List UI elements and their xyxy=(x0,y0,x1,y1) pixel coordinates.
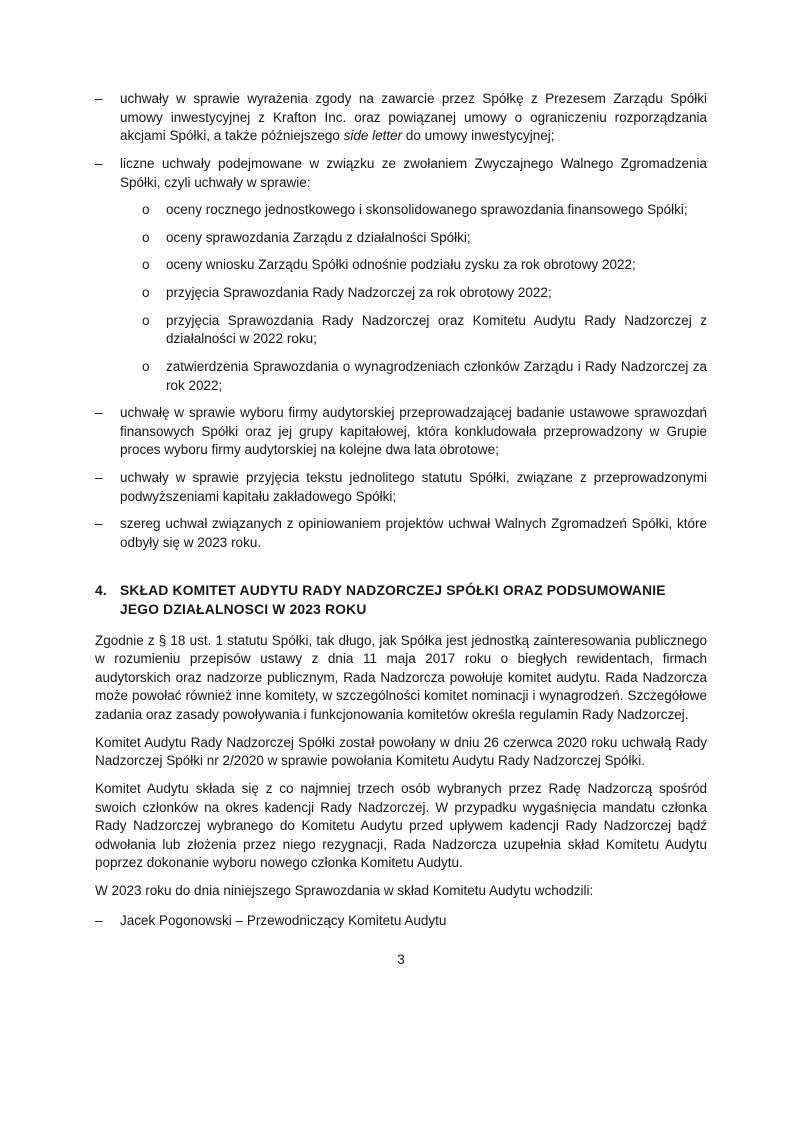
bullet-text-italic: side letter xyxy=(343,128,403,144)
bullet-item xyxy=(95,469,707,506)
bullet-item xyxy=(95,155,707,192)
page-footer xyxy=(95,951,707,970)
sub-bullet-text: przyjęcia Sprawozdania Rady Nadzorczej za rok obrotowy 2022; xyxy=(166,285,552,300)
paragraph: Komitet Audytu Rady Nadzorczej Spółki został powołany w dniu 26 czerwca 2020 roku uchwałą Rady Nadzorczej Spółki nr 2/2020 w sprawie powołania Komitetu Audytu Rady Nadzorczej Spółki. xyxy=(95,734,707,769)
paragraph: W 2023 roku do dnia niniejszego Sprawozdania w skład Komitetu Audytu wchodzili: xyxy=(95,883,594,899)
circle-marker: o xyxy=(142,358,150,374)
sub-bullet-item xyxy=(142,256,707,275)
bullet-text xyxy=(120,90,707,146)
sub-bullet-text: oceny rocznego jednostkowego i skonsolidowanego sprawozdania finansowego Spółki; xyxy=(166,202,688,218)
sub-bullet-item xyxy=(142,358,707,395)
section-heading-number: 4. xyxy=(95,582,107,598)
circle-marker: o xyxy=(142,312,150,328)
sub-bullet-text: oceny wniosku Zarządu Spółki odnośnie podziału zysku za rok obrotowy 2022; xyxy=(166,257,636,273)
circle-marker: o xyxy=(142,285,150,300)
page-number: 3 xyxy=(397,952,405,968)
dash-marker: – xyxy=(95,155,103,171)
bullet-item xyxy=(95,90,707,146)
bullet-text-post: do umowy inwestycyjnej; xyxy=(402,128,555,144)
sub-bullet-item xyxy=(142,312,707,349)
circle-marker: o xyxy=(142,202,150,218)
bullet-text: Jacek Pogonowski – Przewodniczący Komitetu Audytu xyxy=(120,912,447,928)
section-heading xyxy=(95,581,707,619)
sub-bullet-text: zatwierdzenia Sprawozdania o wynagrodzeniach członków Zarządu i Rady Nadzorczej za rok 2022; xyxy=(166,358,707,393)
sub-bullet-text: oceny sprawozdania Zarządu z działalności Spółki; xyxy=(166,229,471,245)
paragraph: Komitet Audytu składa się z co najmniej trzech osób wybranych przez Radę Nadzorczą spośród swoich członków na okres kadencji Rady Nadzorczej. W przypadku wygaśnięcia mandatu członka Rady Nadzorczej wybranego do Komitetu Audytu przed upływem kadencji Rady Nadzorczej bądź odwołania lub złożenia przez niego rezygnacji, Rada Nadzorcza uzupełnia skład Komitetu Audytu poprzez dokonanie wyboru nowego członka Komitetu Audytu. xyxy=(95,780,707,871)
sub-bullet-item xyxy=(142,229,707,248)
bullet-text: uchwały w sprawie przyjęcia tekstu jednolitego statutu Spółki, związane z przeprowadzonymi podwyższeniami kapitału zakładowego Spółki; xyxy=(120,470,707,504)
bullet-text: liczne uchwały podejmowane w związku ze zwołaniem Zwyczajnego Walnego Zgromadzenia Spółki, czyli uchwały w sprawie: xyxy=(120,155,707,190)
paragraph: Zgodnie z § 18 ust. 1 statutu Spółki, tak długo, jak Spółka jest jednostką zainteresowania publicznego w rozumieniu przepisów ustawy z dnia 11 maja 2017 roku o biegłych rewidentach, firmach audytorskich oraz nadzorze publicznym, Rada Nadzorcza powołuje komitet audytu. Rada Nadzorcza może powołać również inne komitety, w szczególności komitet nominacji i wynagrodzeń. Szczegółowe zadania oraz zasady powoływania i funkcjonowania komitetów określa regulamin Rady Nadzorczej. xyxy=(95,632,707,723)
dash-marker: – xyxy=(95,516,103,532)
bullet-text: szereg uchwał związanych z opiniowaniem projektów uchwał Walnych Zgromadzeń Spółki, które odbyły się w 2023 roku. xyxy=(120,516,707,550)
section-heading-text: SKŁAD KOMITET AUDYTU RADY NADZORCZEJ SPÓŁKI ORAZ PODSUMOWANIE JEGO DZIAŁALNOSCI W 2023 ROKU xyxy=(120,582,666,617)
sub-bullet-item xyxy=(142,201,707,220)
dash-marker: – xyxy=(95,912,103,928)
circle-marker: o xyxy=(142,257,150,273)
bullet-item xyxy=(95,515,707,552)
dash-marker: – xyxy=(95,91,103,106)
bullet-item xyxy=(95,404,707,460)
bullet-text-pre: uchwały w sprawie wyrażenia zgody na zawarcie przez Spółkę z Prezesem Zarządu Spółki umowy inwestycyjnej z Krafton Inc. oraz powiązanej umowy o ograniczeniu rozporządzania akcjami Spółki, a także późniejszego xyxy=(120,91,707,144)
bullet-text: uchwałę w sprawie wyboru firmy audytorskiej przeprowadzającej badanie ustawowe sprawozdań finansowych Spółki oraz jej grupy kapitałowej, która konkludowała przeprowadzony w Grupie proces wyboru firmy audytorskiej na kolejne dwa lata obrotowe; xyxy=(120,405,707,458)
circle-marker: o xyxy=(142,229,150,245)
dash-marker: – xyxy=(95,405,103,421)
bullet-item xyxy=(95,912,707,931)
dash-marker: – xyxy=(95,470,103,485)
sub-bullet-text: przyjęcia Sprawozdania Rady Nadzorczej oraz Komitetu Audytu Rady Nadzorczej z działalności w 2022 roku; xyxy=(166,312,707,347)
sub-bullet-item xyxy=(142,284,707,303)
